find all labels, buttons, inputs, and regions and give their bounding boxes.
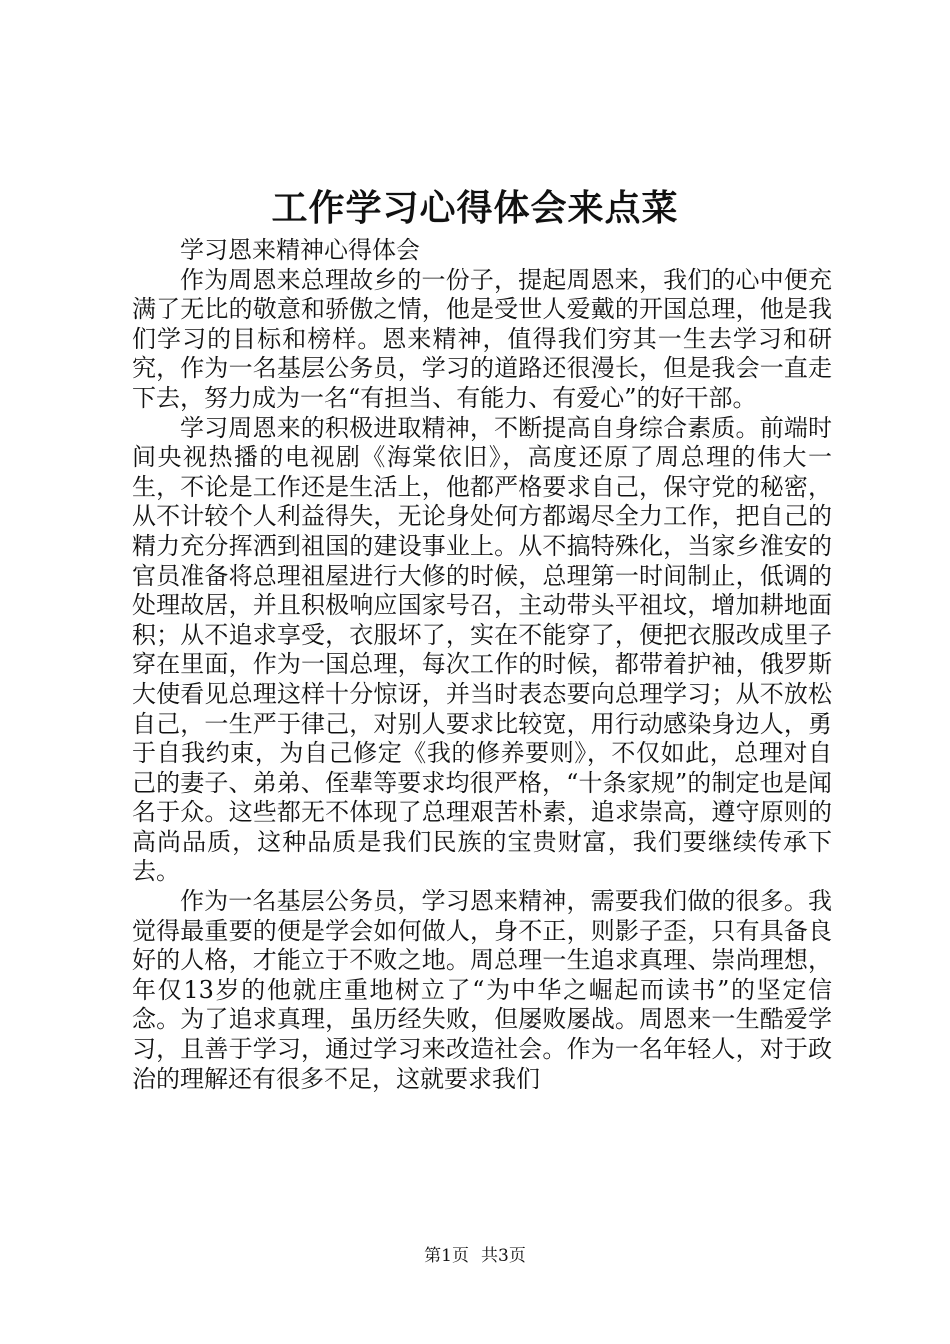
page-footer — [0, 1244, 950, 1268]
document-title: 工作学习心得体会来点菜 — [271, 187, 679, 229]
paragraph-3: 作为一名基层公务员，学习恩来精神，需要我们做的很多。我觉得最重要的便是学会如何做人，身不正，则影子歪，只有具备良好的人格，才能立于不败之地。周总理一生追求真理、崇尚理想，年仅13岁的他就庄重地树立了“为中华之崛起而读书”的坚定信念。为了追求真理，虽历经失败，但屡败屡战。周恩来一生酷爱学习，且善于学习，通过学习来改造社会。作为一名年轻人，对于政治的理解还有很多不足，这就要求我们 — [132, 887, 832, 1093]
page-total: 共3页 — [481, 1246, 526, 1266]
paragraph-1: 作为周恩来总理故乡的一份子，提起周恩来，我们的心中便充满了无比的敬意和骄傲之情，他是受世人爱戴的开国总理，他是我们学习的目标和榜样。恩来精神，值得我们穷其一生去学习和研究，作为一名基层公务员，学习的道路还很漫长，但是我会一直走下去，努力成为一名“有担当、有能力、有爱心”的好干部。 — [132, 265, 832, 412]
page-number: 第1页 — [424, 1246, 469, 1266]
paragraph-2: 学习周恩来的积极进取精神，不断提高自身综合素质。前端时间央视热播的电视剧《海棠依旧》，高度还原了周总理的伟大一生，不论是工作还是生活上，他都严格要求自己，保守党的秘密，从不计较个人利益得失，无论身处何方都竭尽全力工作，把自己的精力充分挥洒到祖国的建设事业上。从不搞特殊化，当家乡淮安的官员准备将总理祖屋进行大修的时候，总理第一时间制止，低调的处理故居，并且积极响应国家号召，主动带头平祖坟，增加耕地面积；从不追求享受，衣服坏了，实在不能穿了，便把衣服改成里子穿在里面，作为一国总理，每次工作的时候，都带着护袖，俄罗斯大使看见总理这样十分惊讶，并当时表态要向总理学习；从不放松自己，一生严于律己，对别人要求比较宽，用行动感染身边人，勇于自我约束，为自己修定《我的修养要则》，不仅如此，总理对自己的妻子、弟弟、侄辈等要求均很严格，“十条家规”的制定也是闻名于众。这些都无不体现了总理艰苦朴素，追求崇高，遵守原则的高尚品质，这种品质是我们民族的宝贵财富，我们要继续传承下去。 — [132, 413, 832, 886]
document-body — [132, 236, 832, 1094]
document-subtitle: 学习恩来精神心得体会 — [180, 236, 420, 264]
